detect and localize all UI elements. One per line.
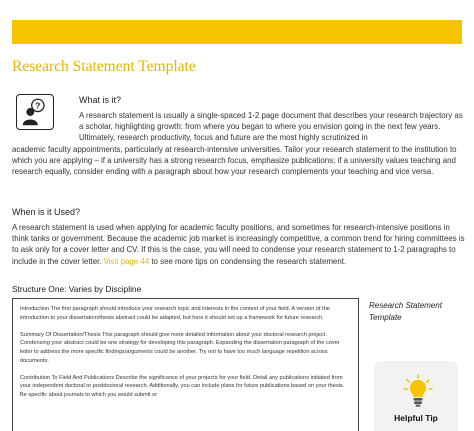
section-heading-what: What is it? xyxy=(79,95,122,105)
page-title: Research Statement Template xyxy=(12,58,196,75)
summary-text: This paragraph should give more detailed information about your doctoral research project. Condensing your abstract could be one strategy for developing this paragraph. Expanding the dissertation paragraph of the cover letter to address the more specific findings/arguments could be another. Try not to have too much language repetition across documents. xyxy=(20,331,340,364)
section-heading-when: When is it Used? xyxy=(12,207,81,217)
page-44-link[interactable]: Visit page 44 xyxy=(103,256,150,266)
lightbulb-icon xyxy=(403,374,433,408)
structure-summary xyxy=(20,331,351,365)
when-text-before: A research statement is used when applying for academic faculty positions, and sometimes for research-intensive positions in think tanks or government. Because the academic job market is increasingly competitive, a common trend for hiring committees is to ask only for a cover letter and CV. If this is the case, you will need to condense your research statement to 1-2 paragraphs to include in the cover letter. xyxy=(12,223,465,266)
person-question-icon xyxy=(16,94,54,130)
structure-contribution xyxy=(20,374,351,400)
introduction-label: Introduction xyxy=(20,306,50,312)
header-banner xyxy=(12,20,462,44)
when-paragraph xyxy=(12,222,467,267)
structure-heading: Structure One: Varies by Discipline xyxy=(12,284,142,294)
svg-text:?: ? xyxy=(35,100,41,111)
structure-introduction xyxy=(20,305,351,322)
what-paragraph-rest: academic faculty appointments, particularly at research-intensive universities. Tailor your research statement to the institution to which you are applying – if a university has a strong research focus, emphasize publications; if a university values teaching and research equally, consider ending with a paragraph about how your research complements your teaching and vice versa. xyxy=(12,144,457,176)
sidebar-label: Research Statement Template xyxy=(369,301,442,322)
contribution-label: Contribution To Field And Publications xyxy=(20,374,115,381)
summary-label: Summary Of Dissertation/Thesis xyxy=(20,331,101,338)
structure-box xyxy=(12,298,359,431)
when-text-after: to see more tips on condensing the research statement. xyxy=(149,256,347,266)
helpful-tip-label: Helpful Tip xyxy=(394,413,438,423)
contribution-text: Describe the significance of your projects for your field. Detail any publications initiated from your independent doctoral or postdoctoral research. Additionally, you can include plans for future publications based on your thesis. Be specific about journals to which you would submit or xyxy=(20,374,345,398)
introduction-text: The first paragraph should introduce your research topic and interests in the context of your field. A version of the introduction to your dissertation/thesis abstract could be adapted, but here it should set up a framework for future research. xyxy=(20,306,330,321)
what-paragraph-first: A research statement is usually a single-spaced 1-2 page document that describes your research trajectory as a scholar, highlighting growth: from where you began to where you envision going in the next few years. Ultimately, research productivity, focus and future are the most highly scrutinized in xyxy=(79,111,463,143)
